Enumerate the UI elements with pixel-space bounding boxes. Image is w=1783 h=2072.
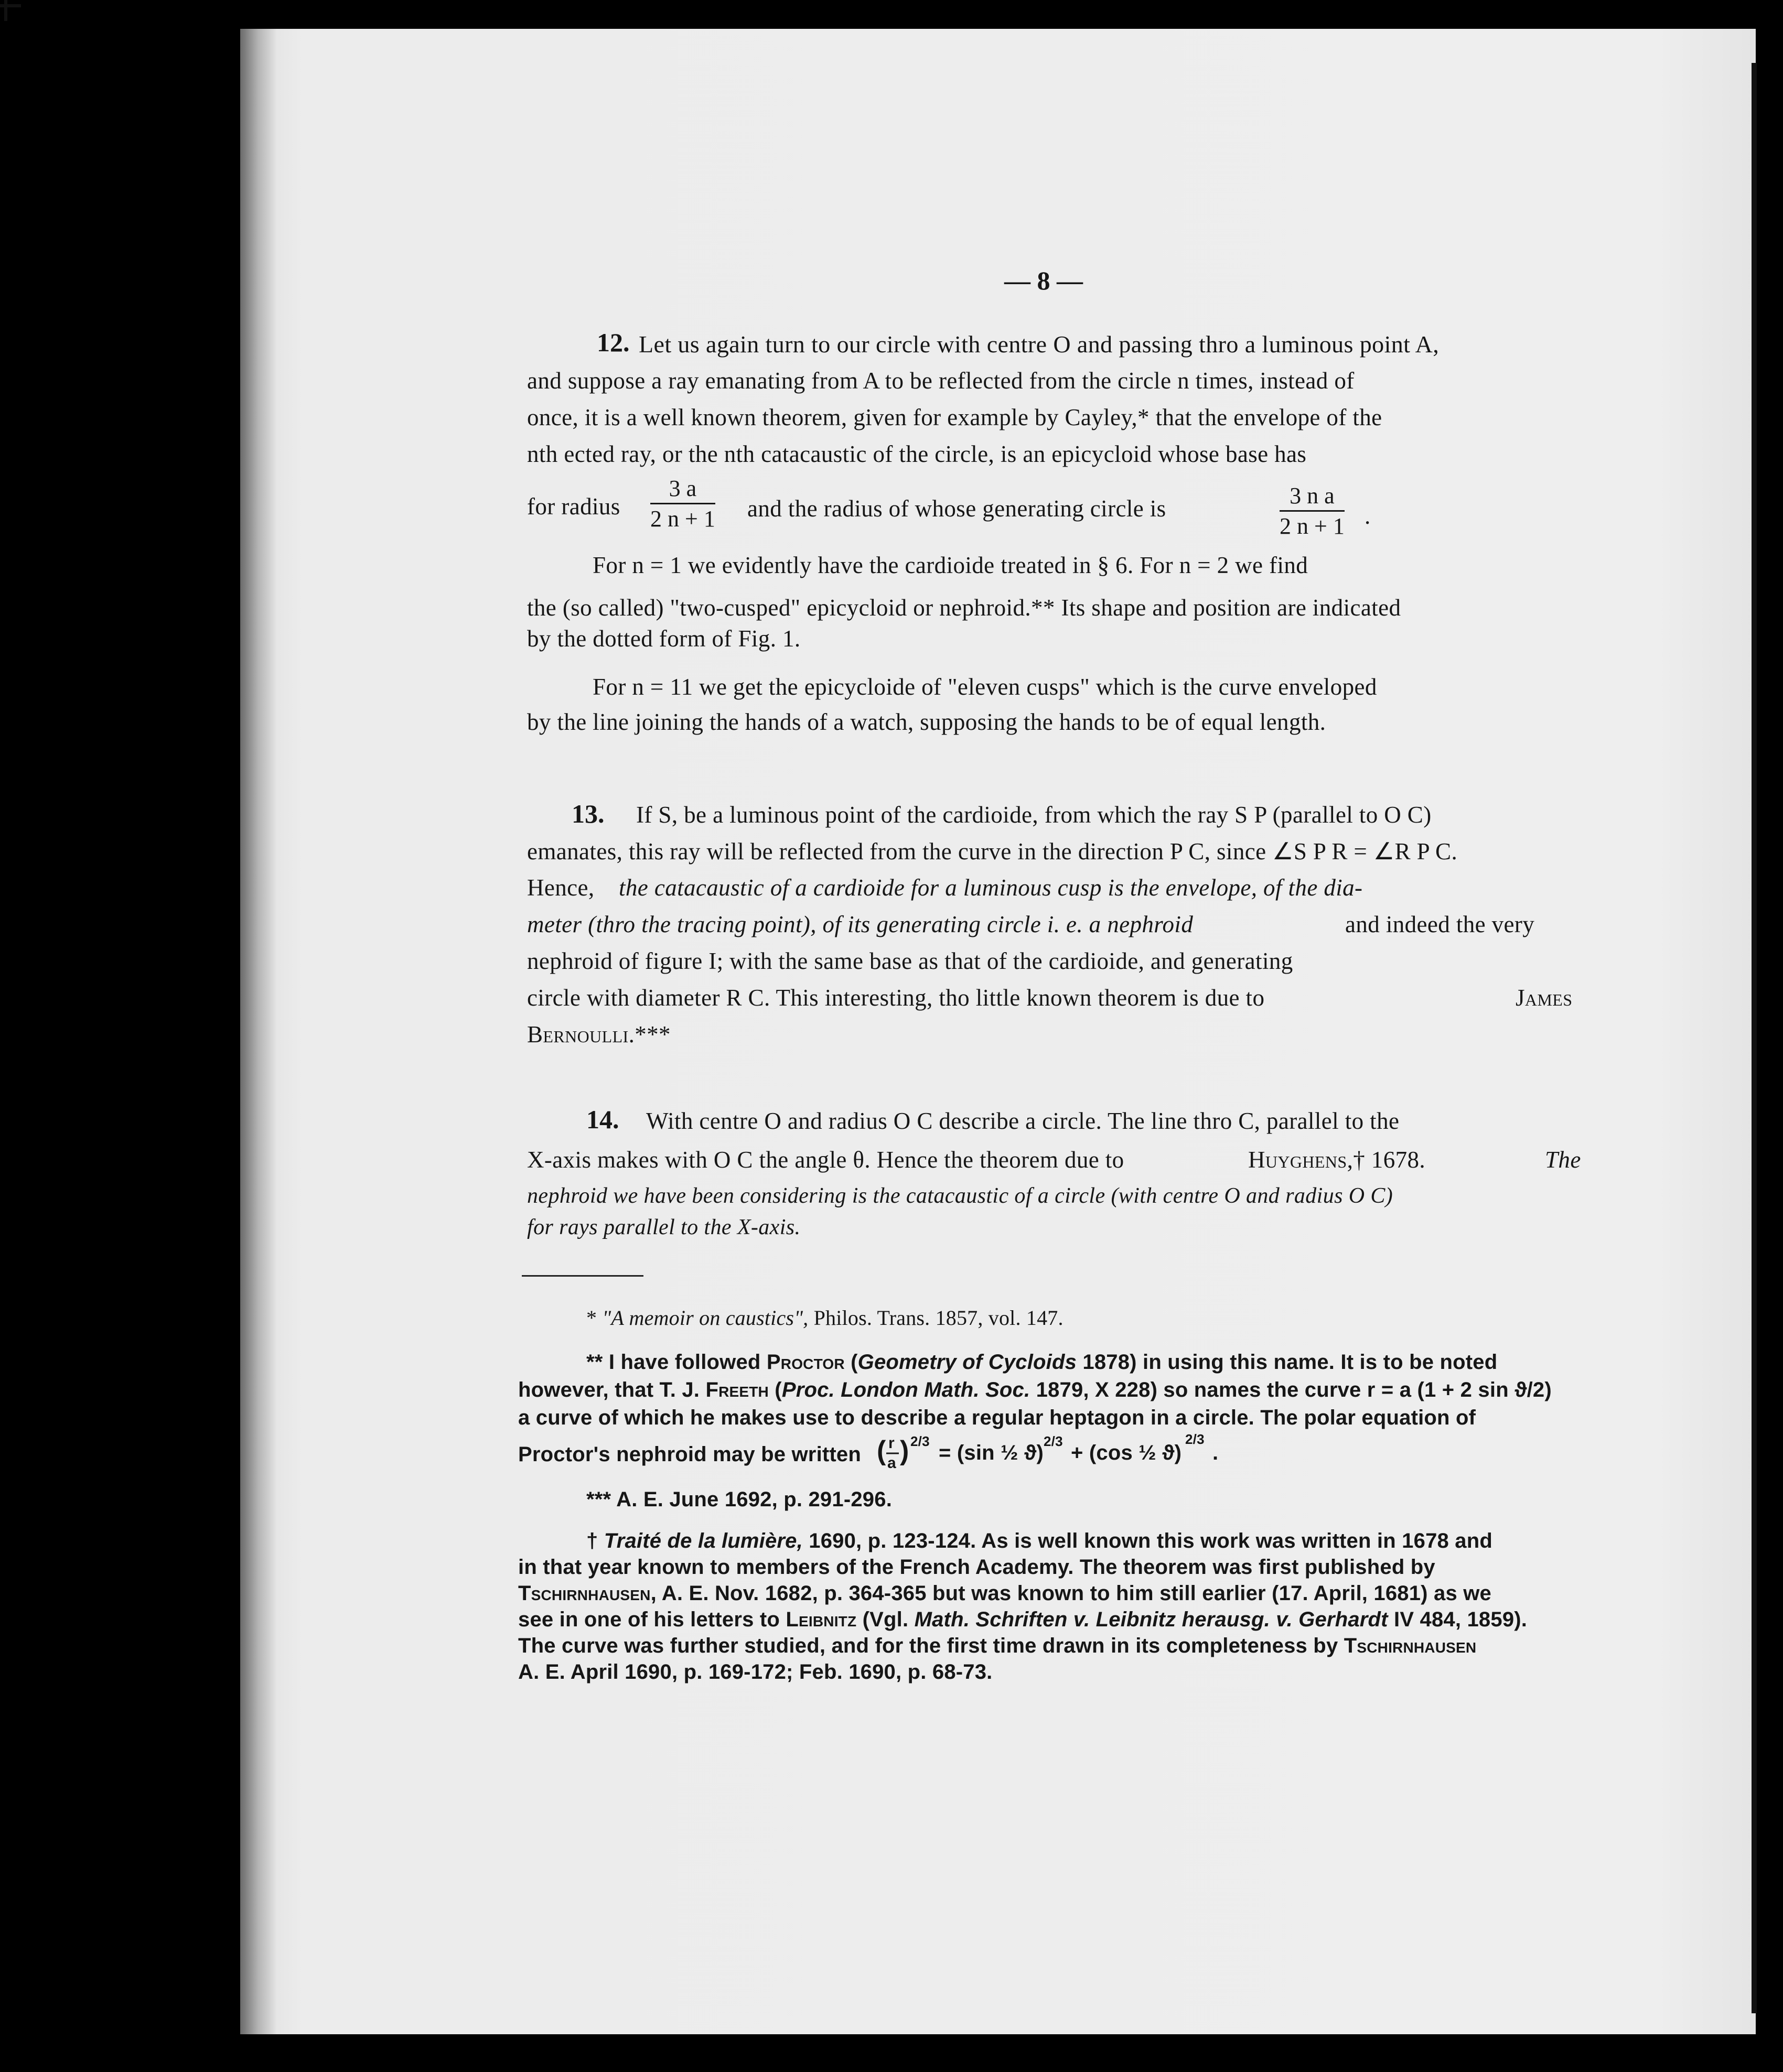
svg-text:): ) xyxy=(900,1436,909,1466)
footnote-text: Philos. Trans. 1857, vol. 147. xyxy=(808,1306,1064,1330)
svg-text:+ (cos ½ ϑ): + (cos ½ ϑ) xyxy=(1071,1441,1182,1464)
footnote-marker: † xyxy=(586,1529,604,1552)
footnote-text: ( xyxy=(768,1378,782,1401)
text-line: for radius xyxy=(527,493,620,520)
fraction-numerator: 3 n a xyxy=(1280,482,1345,512)
text-line: the catacaustic of a cardioide for a luminous cusp is the envelope, of the dia- xyxy=(619,875,1363,901)
text-line: nephroid we have been considering is the catacaustic of a circle (with centre O and radius O C) xyxy=(527,1184,1393,1208)
footnote-text: 1690, p. 123-124. As is well known this work was written in 1678 and xyxy=(802,1529,1492,1552)
text-line: emanates, this ray will be reflected from the curve in the direction P C, since ∠S P R = ∠R P C. xyxy=(527,838,1458,865)
author-name: Proctor xyxy=(766,1351,845,1374)
equation-graphic xyxy=(877,1431,1265,1473)
crop-mark xyxy=(0,4,21,7)
section-number: 12. xyxy=(597,328,630,357)
text-line: . xyxy=(1365,503,1371,529)
text-line: for rays parallel to the X-axis. xyxy=(527,1215,801,1239)
footnote-line: a curve of which he makes use to describe a regular heptagon in a circle. The polar equation of xyxy=(518,1406,1476,1429)
footnote-line xyxy=(586,1351,1497,1374)
svg-text:2/3: 2/3 xyxy=(1185,1431,1205,1447)
author-name: Bernoulli.*** xyxy=(527,1021,671,1048)
author-name: Leibnitz xyxy=(786,1608,857,1631)
crop-mark xyxy=(4,0,7,21)
text-line: nth ected ray, or the nth catacaustic of the circle, is an epicycloid whose base has xyxy=(527,441,1307,467)
footnote-title: Proc. London Math. Soc. xyxy=(781,1378,1030,1401)
polar-equation xyxy=(877,1431,1265,1472)
author-name: Freeth xyxy=(705,1378,769,1401)
footnote-line xyxy=(518,1608,1527,1632)
footnote-text: ** I have followed xyxy=(586,1351,767,1374)
footnote-line: Proctor's nephroid may be written xyxy=(518,1443,862,1466)
text-line: Huyghens,† 1678. xyxy=(1248,1147,1426,1173)
svg-text:2/3: 2/3 xyxy=(910,1433,930,1449)
page-edge-rule xyxy=(1752,63,1757,2013)
section-number: 13. xyxy=(572,799,605,828)
page-number: — 8 — xyxy=(1004,266,1083,295)
svg-text:r: r xyxy=(888,1434,895,1452)
footnote-line xyxy=(586,1529,1492,1553)
text-line: For n = 1 we evidently have the cardioide treated in § 6. For n = 2 we find xyxy=(593,552,1308,578)
text-line: by the line joining the hands of a watch, supposing the hands to be of equal length. xyxy=(527,709,1326,735)
fraction-denominator: 2 n + 1 xyxy=(1280,513,1345,539)
fraction xyxy=(650,475,715,532)
text-line: For n = 11 we get the epicycloide of "eleven cusps" which is the curve enveloped xyxy=(593,674,1377,700)
svg-text:(: ( xyxy=(877,1436,886,1466)
fraction-denominator: 2 n + 1 xyxy=(650,506,715,532)
footnote-rule xyxy=(522,1275,643,1277)
footnote-title: Math. Schriften v. Leibnitz herausg. v. Gerhardt xyxy=(914,1608,1388,1631)
section-number: 14. xyxy=(586,1105,619,1134)
text-line: circle with diameter R C. This interesting, tho little known theorem is due to xyxy=(527,985,1265,1011)
text-line: X-axis makes with O C the angle θ. Hence the theorem due to xyxy=(527,1147,1124,1173)
footnote-text: The curve was further studied, and for the first time drawn in its completeness by xyxy=(518,1634,1344,1657)
footnote-text: 1879, X 228) so names the curve r = a (1 + 2 sin ϑ/2) xyxy=(1030,1378,1552,1401)
footnote-line: *** A. E. June 1692, p. 291-296. xyxy=(586,1488,893,1511)
text-line: and indeed the very xyxy=(1345,911,1535,937)
footnote-text: 1878) in using this name. It is to be noted xyxy=(1077,1351,1498,1374)
footnote-line: in that year known to members of the French Academy. The theorem was first published by xyxy=(518,1556,1435,1579)
footnote-text: , A. E. Nov. 1682, p. 364-365 but was known to him still earlier (17. April, 1681) as we xyxy=(650,1582,1491,1605)
text-line: If S, be a luminous point of the cardioide, from which the ray S P (parallel to O C) xyxy=(636,802,1432,828)
footnote-title: "A memoir on caustics", xyxy=(602,1306,809,1330)
author-name: Tschirnhausen xyxy=(1344,1634,1477,1657)
text-line: meter (thro the tracing point), of its generating circle i. e. a nephroid xyxy=(527,911,1194,937)
text-line: The xyxy=(1545,1147,1581,1173)
text-line: nephroid of figure I; with the same base as that of the cardioide, and generating xyxy=(527,948,1293,974)
footnote-text: (Vgl. xyxy=(856,1608,915,1631)
footnote-text: ( xyxy=(844,1351,858,1374)
svg-text:= (sin ½ ϑ): = (sin ½ ϑ) xyxy=(939,1441,1044,1464)
svg-text:.: . xyxy=(1212,1441,1219,1464)
book-page xyxy=(240,29,1756,2034)
text-line: and the radius of whose generating circle is xyxy=(747,495,1166,522)
footnote-line xyxy=(586,1305,1064,1330)
text-line: and suppose a ray emanating from A to be reflected from the circle n times, instead of xyxy=(527,368,1355,394)
footnote-text: however, that T. J. xyxy=(518,1378,706,1401)
footnote-title: Traité de la lumière, xyxy=(604,1529,803,1552)
author-name: Tschirnhausen xyxy=(518,1582,651,1605)
footnote-title: Geometry of Cycloids xyxy=(857,1351,1077,1374)
text-line: once, it is a well known theorem, given for example by Cayley,* that the envelope of the xyxy=(527,404,1382,430)
author-name: James xyxy=(1516,985,1573,1011)
text-line: the (so called) "two-cusped" epicycloid or nephroid.** Its shape and position are indicated xyxy=(527,595,1401,621)
page-gutter-shadow xyxy=(240,29,277,2034)
footnote-line xyxy=(518,1634,1476,1658)
svg-text:a: a xyxy=(887,1454,896,1472)
footnote-marker: * xyxy=(586,1306,603,1330)
footnote-line: A. E. April 1690, p. 169-172; Feb. 1690, p. 68-73. xyxy=(518,1660,993,1684)
text-line: With centre O and radius O C describe a circle. The line thro C, parallel to the xyxy=(646,1108,1400,1134)
svg-text:2/3: 2/3 xyxy=(1044,1433,1063,1449)
fraction-numerator: 3 a xyxy=(650,475,715,504)
fraction xyxy=(1280,482,1345,539)
footnote-line xyxy=(518,1378,1552,1402)
footnote-text: see in one of his letters to xyxy=(518,1608,786,1631)
footnote-text: IV 484, 1859). xyxy=(1388,1608,1528,1631)
text-line: Let us again turn to our circle with centre O and passing thro a luminous point A, xyxy=(639,331,1440,358)
text-line: Hence, xyxy=(527,875,595,901)
text-line: by the dotted form of Fig. 1. xyxy=(527,625,801,652)
footnote-line xyxy=(518,1582,1491,1605)
